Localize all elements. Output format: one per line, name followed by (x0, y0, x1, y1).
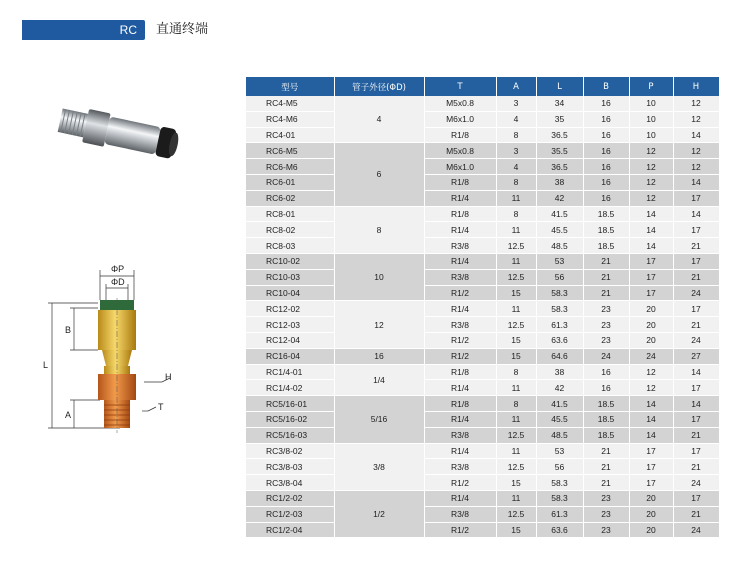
model-cell: RC4-M6 (246, 111, 334, 127)
b-cell: 16 (583, 190, 629, 206)
model-cell: RC5/16-03 (246, 427, 334, 443)
thread-cell: R1/4 (424, 301, 496, 317)
column-header: H (673, 77, 719, 96)
l-cell: 58.3 (536, 490, 583, 506)
thread-cell: R1/4 (424, 190, 496, 206)
p-cell: 12 (629, 159, 673, 175)
table-row (246, 396, 719, 412)
p-cell: 12 (629, 174, 673, 190)
p-cell: 17 (629, 475, 673, 491)
h-cell: 21 (673, 459, 719, 475)
thread-cell: R1/2 (424, 475, 496, 491)
a-cell: 3 (496, 143, 536, 159)
a-cell: 15 (496, 348, 536, 364)
tube-od-cell: 4 (334, 96, 424, 143)
a-cell: 8 (496, 364, 536, 380)
p-cell: 24 (629, 348, 673, 364)
h-cell: 21 (673, 317, 719, 333)
l-cell: 45.5 (536, 411, 583, 427)
b-cell: 16 (583, 174, 629, 190)
l-cell: 34 (536, 96, 583, 111)
table-row (246, 127, 719, 143)
table-row (246, 206, 719, 222)
model-cell: RC6-01 (246, 174, 334, 190)
b-cell: 18.5 (583, 427, 629, 443)
thread-cell: R3/8 (424, 238, 496, 254)
table-row (246, 522, 719, 538)
model-cell: RC1/2-04 (246, 522, 334, 538)
thread-cell: R1/2 (424, 522, 496, 538)
table-row (246, 143, 719, 159)
tube-od-cell: 16 (334, 348, 424, 364)
thread-cell: R3/8 (424, 427, 496, 443)
thread-cell: R1/2 (424, 285, 496, 301)
h-cell: 17 (673, 301, 719, 317)
model-cell: RC8-01 (246, 206, 334, 222)
p-cell: 17 (629, 459, 673, 475)
tube-od-cell: 3/8 (334, 443, 424, 490)
b-cell: 21 (583, 443, 629, 459)
l-cell: 45.5 (536, 222, 583, 238)
l-cell: 56 (536, 269, 583, 285)
a-cell: 11 (496, 190, 536, 206)
tube-od-cell: 1/2 (334, 490, 424, 537)
b-cell: 16 (583, 111, 629, 127)
spec-table (246, 77, 720, 538)
label-phi-p: ΦP (111, 264, 125, 274)
l-cell: 48.5 (536, 238, 583, 254)
thread-cell: R1/8 (424, 174, 496, 190)
column-header: P (629, 77, 673, 96)
column-header: A (496, 77, 536, 96)
b-cell: 23 (583, 490, 629, 506)
thread-cell: R1/8 (424, 206, 496, 222)
p-cell: 14 (629, 222, 673, 238)
h-cell: 14 (673, 206, 719, 222)
b-cell: 23 (583, 506, 629, 522)
table-row (246, 253, 719, 269)
thread-cell: M6x1.0 (424, 111, 496, 127)
l-cell: 61.3 (536, 506, 583, 522)
thread-cell: R1/4 (424, 222, 496, 238)
l-cell: 42 (536, 190, 583, 206)
header-code-badge (22, 20, 145, 40)
table-row (246, 190, 719, 206)
table-row (246, 174, 719, 190)
h-cell: 12 (673, 159, 719, 175)
label-t: T (158, 402, 164, 412)
l-cell: 56 (536, 459, 583, 475)
l-cell: 36.5 (536, 159, 583, 175)
l-cell: 53 (536, 443, 583, 459)
model-cell: RC3/8-04 (246, 475, 334, 491)
h-cell: 17 (673, 222, 719, 238)
l-cell: 36.5 (536, 127, 583, 143)
a-cell: 12.5 (496, 427, 536, 443)
h-cell: 24 (673, 475, 719, 491)
l-cell: 58.3 (536, 475, 583, 491)
l-cell: 48.5 (536, 427, 583, 443)
model-cell: RC1/2-03 (246, 506, 334, 522)
thread-cell: R1/4 (424, 380, 496, 396)
p-cell: 20 (629, 506, 673, 522)
label-b: B (65, 325, 72, 335)
a-cell: 4 (496, 111, 536, 127)
model-cell: RC5/16-01 (246, 396, 334, 412)
model-cell: RC16-04 (246, 348, 334, 364)
thread-cell: R1/8 (424, 364, 496, 380)
h-cell: 24 (673, 332, 719, 348)
a-cell: 11 (496, 222, 536, 238)
table-row (246, 285, 719, 301)
column-header: T (424, 77, 496, 96)
a-cell: 11 (496, 380, 536, 396)
h-cell: 12 (673, 111, 719, 127)
model-cell: RC10-03 (246, 269, 334, 285)
model-cell: RC6-M5 (246, 143, 334, 159)
b-cell: 16 (583, 96, 629, 111)
b-cell: 16 (583, 364, 629, 380)
table-row (246, 490, 719, 506)
a-cell: 11 (496, 443, 536, 459)
p-cell: 20 (629, 301, 673, 317)
h-cell: 21 (673, 427, 719, 443)
p-cell: 14 (629, 411, 673, 427)
a-cell: 11 (496, 490, 536, 506)
h-cell: 17 (673, 253, 719, 269)
model-cell: RC4-M5 (246, 96, 334, 111)
b-cell: 16 (583, 380, 629, 396)
table-row (246, 475, 719, 491)
p-cell: 20 (629, 332, 673, 348)
table-row (246, 380, 719, 396)
h-cell: 21 (673, 238, 719, 254)
table-header-row (246, 77, 719, 96)
table-row (246, 364, 719, 380)
model-cell: RC1/4-02 (246, 380, 334, 396)
b-cell: 18.5 (583, 206, 629, 222)
column-header: 型号 (246, 77, 334, 96)
column-header: 管子外径(ΦD) (334, 77, 424, 96)
h-cell: 17 (673, 490, 719, 506)
table-body (246, 96, 719, 538)
b-cell: 24 (583, 348, 629, 364)
p-cell: 17 (629, 285, 673, 301)
thread-cell: R3/8 (424, 317, 496, 333)
a-cell: 15 (496, 475, 536, 491)
table-row (246, 238, 719, 254)
h-cell: 14 (673, 174, 719, 190)
model-cell: RC3/8-03 (246, 459, 334, 475)
thread-cell: R1/4 (424, 490, 496, 506)
label-l: L (43, 360, 49, 370)
b-cell: 18.5 (583, 396, 629, 412)
l-cell: 63.6 (536, 522, 583, 538)
h-cell: 27 (673, 348, 719, 364)
tube-od-cell: 10 (334, 253, 424, 300)
a-cell: 11 (496, 301, 536, 317)
h-cell: 12 (673, 96, 719, 111)
tube-od-cell: 8 (334, 206, 424, 253)
l-cell: 53 (536, 253, 583, 269)
a-cell: 12.5 (496, 317, 536, 333)
table-row (246, 459, 719, 475)
a-cell: 12.5 (496, 459, 536, 475)
a-cell: 8 (496, 174, 536, 190)
h-cell: 17 (673, 190, 719, 206)
dimension-drawing (30, 258, 220, 438)
b-cell: 21 (583, 459, 629, 475)
tube-od-cell: 5/16 (334, 396, 424, 443)
h-cell: 12 (673, 143, 719, 159)
model-cell: RC8-03 (246, 238, 334, 254)
p-cell: 12 (629, 143, 673, 159)
b-cell: 23 (583, 522, 629, 538)
h-cell: 14 (673, 127, 719, 143)
h-cell: 17 (673, 380, 719, 396)
a-cell: 12.5 (496, 238, 536, 254)
model-cell: RC10-02 (246, 253, 334, 269)
h-cell: 21 (673, 269, 719, 285)
table-row (246, 443, 719, 459)
l-cell: 41.5 (536, 396, 583, 412)
l-cell: 41.5 (536, 206, 583, 222)
p-cell: 10 (629, 96, 673, 111)
table-row (246, 159, 719, 175)
table-row (246, 506, 719, 522)
p-cell: 14 (629, 206, 673, 222)
p-cell: 12 (629, 190, 673, 206)
p-cell: 10 (629, 127, 673, 143)
h-cell: 24 (673, 522, 719, 538)
table-row (246, 111, 719, 127)
column-header: B (583, 77, 629, 96)
page-title: 直通终端 (156, 22, 209, 37)
model-cell: RC10-04 (246, 285, 334, 301)
table-row (246, 332, 719, 348)
l-cell: 38 (536, 174, 583, 190)
model-cell: RC12-04 (246, 332, 334, 348)
p-cell: 20 (629, 317, 673, 333)
l-cell: 35.5 (536, 143, 583, 159)
model-cell: RC12-02 (246, 301, 334, 317)
model-cell: RC5/16-02 (246, 411, 334, 427)
a-cell: 8 (496, 396, 536, 412)
thread-cell: R1/2 (424, 348, 496, 364)
p-cell: 20 (629, 490, 673, 506)
b-cell: 21 (583, 253, 629, 269)
model-cell: RC1/4-01 (246, 364, 334, 380)
a-cell: 12.5 (496, 269, 536, 285)
table-row (246, 269, 719, 285)
h-cell: 21 (673, 506, 719, 522)
a-cell: 3 (496, 96, 536, 111)
p-cell: 12 (629, 380, 673, 396)
table-row (246, 411, 719, 427)
table-row (246, 317, 719, 333)
b-cell: 23 (583, 301, 629, 317)
p-cell: 17 (629, 269, 673, 285)
tube-od-cell: 12 (334, 301, 424, 348)
p-cell: 14 (629, 427, 673, 443)
b-cell: 21 (583, 475, 629, 491)
model-cell: RC6-02 (246, 190, 334, 206)
model-cell: RC6-M6 (246, 159, 334, 175)
l-cell: 42 (536, 380, 583, 396)
p-cell: 14 (629, 238, 673, 254)
h-cell: 14 (673, 396, 719, 412)
label-a: A (65, 410, 72, 420)
p-cell: 17 (629, 443, 673, 459)
thread-cell: R1/4 (424, 443, 496, 459)
b-cell: 23 (583, 332, 629, 348)
a-cell: 4 (496, 159, 536, 175)
h-cell: 24 (673, 285, 719, 301)
thread-cell: R1/2 (424, 332, 496, 348)
model-cell: RC4-01 (246, 127, 334, 143)
a-cell: 15 (496, 522, 536, 538)
model-cell: RC3/8-02 (246, 443, 334, 459)
p-cell: 20 (629, 522, 673, 538)
b-cell: 23 (583, 317, 629, 333)
l-cell: 38 (536, 364, 583, 380)
thread-cell: R1/4 (424, 253, 496, 269)
thread-cell: M5x0.8 (424, 143, 496, 159)
p-cell: 14 (629, 396, 673, 412)
l-cell: 58.3 (536, 285, 583, 301)
p-cell: 10 (629, 111, 673, 127)
tube-od-cell: 1/4 (334, 364, 424, 396)
table-row (246, 222, 719, 238)
thread-cell: M5x0.8 (424, 96, 496, 111)
b-cell: 18.5 (583, 238, 629, 254)
column-header: L (536, 77, 583, 96)
model-cell: RC8-02 (246, 222, 334, 238)
header-code: RC (119, 23, 137, 37)
l-cell: 61.3 (536, 317, 583, 333)
a-cell: 11 (496, 253, 536, 269)
thread-cell: M6x1.0 (424, 159, 496, 175)
p-cell: 17 (629, 253, 673, 269)
a-cell: 8 (496, 127, 536, 143)
a-cell: 11 (496, 411, 536, 427)
table-row (246, 96, 719, 111)
l-cell: 63.6 (536, 332, 583, 348)
b-cell: 16 (583, 159, 629, 175)
model-cell: RC12-03 (246, 317, 334, 333)
fitting-photo (30, 72, 210, 202)
b-cell: 16 (583, 127, 629, 143)
b-cell: 21 (583, 269, 629, 285)
thread-cell: R1/4 (424, 411, 496, 427)
table-row (246, 427, 719, 443)
thread-cell: R3/8 (424, 269, 496, 285)
h-cell: 17 (673, 443, 719, 459)
a-cell: 8 (496, 206, 536, 222)
h-cell: 14 (673, 364, 719, 380)
label-phi-d: ΦD (111, 277, 125, 287)
tube-od-cell: 6 (334, 143, 424, 206)
model-cell: RC1/2-02 (246, 490, 334, 506)
b-cell: 18.5 (583, 222, 629, 238)
p-cell: 12 (629, 364, 673, 380)
a-cell: 15 (496, 332, 536, 348)
table-row (246, 301, 719, 317)
a-cell: 12.5 (496, 506, 536, 522)
thread-cell: R3/8 (424, 459, 496, 475)
l-cell: 64.6 (536, 348, 583, 364)
label-h: H (165, 372, 172, 382)
thread-cell: R3/8 (424, 506, 496, 522)
b-cell: 18.5 (583, 411, 629, 427)
thread-cell: R1/8 (424, 396, 496, 412)
h-cell: 17 (673, 411, 719, 427)
b-cell: 21 (583, 285, 629, 301)
table-row (246, 348, 719, 364)
thread-cell: R1/8 (424, 127, 496, 143)
b-cell: 16 (583, 143, 629, 159)
l-cell: 35 (536, 111, 583, 127)
a-cell: 15 (496, 285, 536, 301)
l-cell: 58.3 (536, 301, 583, 317)
